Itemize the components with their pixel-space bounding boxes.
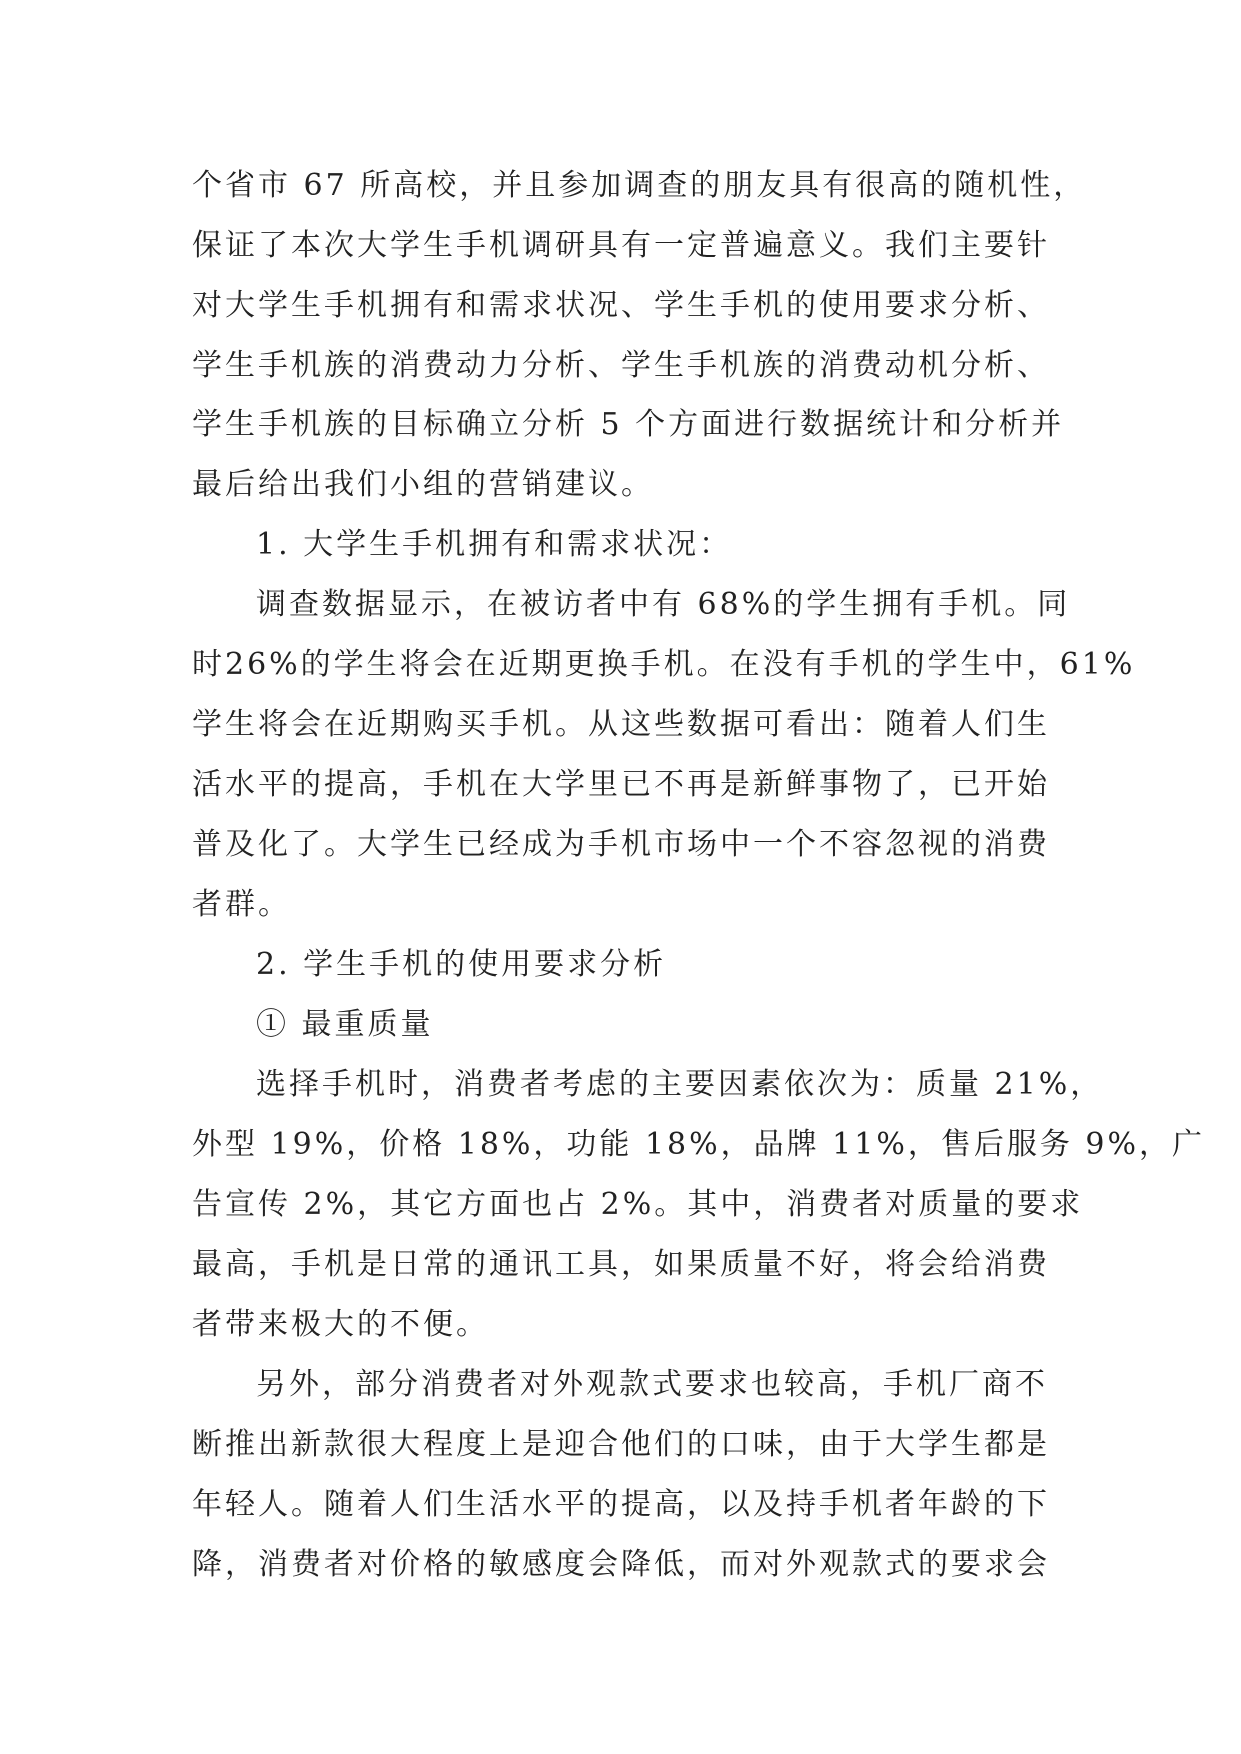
text-line: 个省市 67 所高校，并且参加调查的朋友具有很高的随机性， bbox=[192, 168, 1087, 203]
paragraph-first-line: 调查数据显示，在被访者中有 68%的学生拥有手机。同 bbox=[256, 587, 1071, 622]
text-line: 者带来极大的不便。 bbox=[192, 1307, 489, 1342]
text-line: 普及化了。大学生已经成为手机市场中一个不容忽视的消费 bbox=[192, 827, 1050, 862]
text-line: 降，消费者对价格的敏感度会降低，而对外观款式的要求会 bbox=[192, 1547, 1050, 1582]
text-line: 时26%的学生将会在近期更换手机。在没有手机的学生中，61% bbox=[192, 647, 1136, 682]
text-line: 断推出新款很大程度上是迎合他们的口味，由于大学生都是 bbox=[192, 1427, 1050, 1462]
text-line: 年轻人。随着人们生活水平的提高，以及持手机者年龄的下 bbox=[192, 1487, 1050, 1522]
text-line: 学生手机族的消费动力分析、学生手机族的消费动机分析、 bbox=[192, 348, 1050, 383]
text-line: 学生手机族的目标确立分析 5 个方面进行数据统计和分析并 bbox=[192, 407, 1065, 442]
text-line: 学生将会在近期购买手机。从这些数据可看出：随着人们生 bbox=[192, 707, 1050, 742]
paragraph-first-line: 选择手机时，消费者考虑的主要因素依次为：质量 21%， bbox=[256, 1067, 1104, 1102]
section-heading: 2. 学生手机的使用要求分析 bbox=[256, 947, 667, 982]
subsection-heading: ① 最重质量 bbox=[256, 1007, 434, 1042]
section-heading: 1. 大学生手机拥有和需求状况： bbox=[256, 527, 733, 562]
text-line: 者群。 bbox=[192, 887, 291, 922]
text-line: 保证了本次大学生手机调研具有一定普遍意义。我们主要针 bbox=[192, 228, 1050, 263]
text-line: 活水平的提高，手机在大学里已不再是新鲜事物了，已开始 bbox=[192, 767, 1050, 802]
text-line: 最高，手机是日常的通讯工具，如果质量不好，将会给消费 bbox=[192, 1247, 1050, 1282]
paragraph-first-line: 另外，部分消费者对外观款式要求也较高，手机厂商不 bbox=[256, 1367, 1048, 1402]
text-line: 最后给出我们小组的营销建议。 bbox=[192, 467, 654, 502]
text-line: 对大学生手机拥有和需求状况、学生手机的使用要求分析、 bbox=[192, 288, 1050, 323]
text-line: 告宣传 2%，其它方面也占 2%。其中，消费者对质量的要求 bbox=[192, 1187, 1084, 1222]
text-line: 外型 19%，价格 18%，功能 18%，品牌 11%，售后服务 9%，广 bbox=[192, 1127, 1205, 1162]
